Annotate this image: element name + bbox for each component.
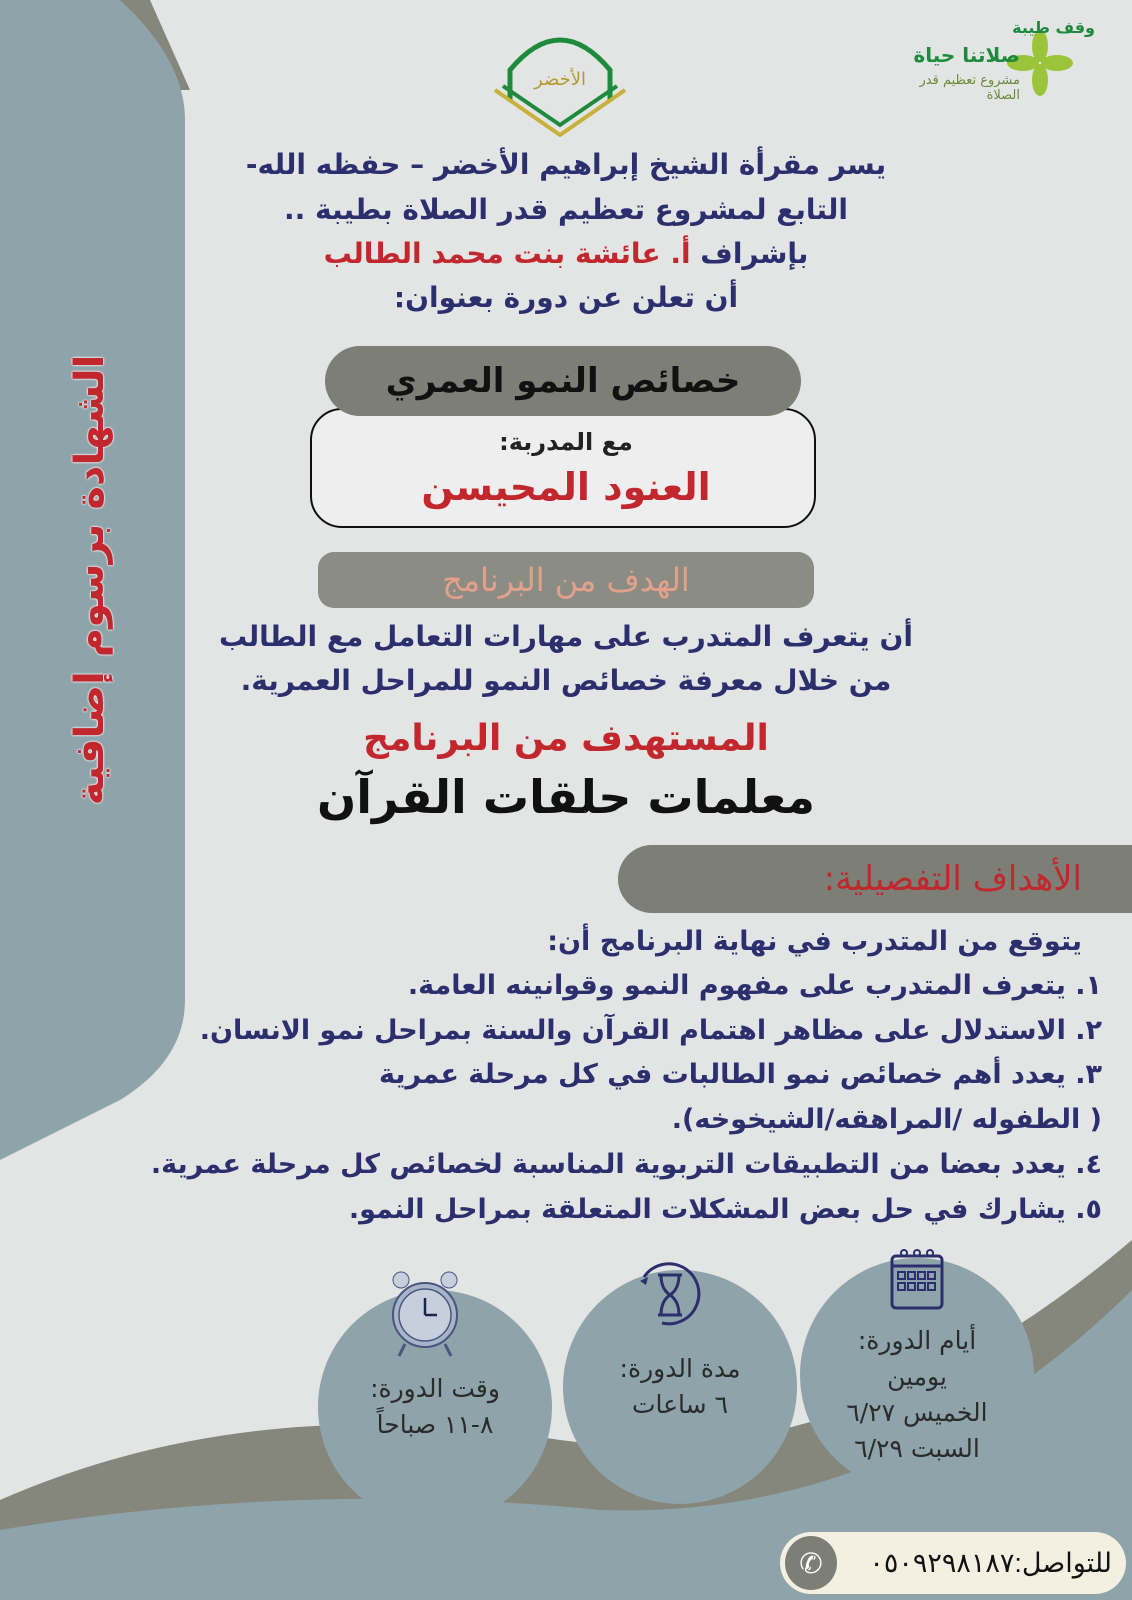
intro-line-3 bbox=[0, 237, 1132, 270]
time-value: ٨-١١ صباحاً bbox=[376, 1410, 494, 1439]
goal-line-1: أن يتعرف المتدرب على مهارات التعامل مع الطالب bbox=[219, 620, 913, 653]
objectives-heading: الأهداف التفصيلية: bbox=[618, 845, 1132, 913]
objectives-intro: يتوقع من المتدرب في نهاية البرنامج أن: bbox=[547, 926, 1082, 957]
time-label: وقت الدورة: bbox=[370, 1374, 500, 1403]
trainer-label: مع المدربة: bbox=[499, 428, 633, 456]
course-title: خصائص النمو العمري bbox=[325, 346, 801, 416]
intro-line-4: أن تعلن عن دورة بعنوان: bbox=[393, 281, 739, 314]
logo-salatuna bbox=[885, 18, 1095, 103]
supervision-prefix: بإشراف bbox=[700, 237, 809, 270]
day-1: الخميس ٦/٢٧ bbox=[846, 1398, 988, 1427]
duration-value: ٦ ساعات bbox=[631, 1390, 729, 1419]
objective-item: ( الطفوله /المراهقه/الشيخوخه). bbox=[671, 1104, 1102, 1135]
phone-icon: ✆ bbox=[785, 1536, 837, 1590]
goal-line-2: من خلال معرفة خصائص النمو للمراحل العمرية. bbox=[240, 664, 892, 697]
audience-value: معلمات حلقات القرآن bbox=[317, 770, 815, 824]
intro-line-1: يسر مقرأة الشيخ إبراهيم الأخضر – حفظه الله- bbox=[245, 148, 887, 181]
trainer-name: العنود المحيسن bbox=[421, 465, 711, 509]
side-banner: الشهادة برسوم إضافية bbox=[67, 354, 113, 806]
duration-label: مدة الدورة: bbox=[619, 1354, 741, 1383]
goal-heading: الهدف من البرنامج bbox=[318, 552, 814, 608]
objective-item: ٥. يشارك في حل بعض المشكلات المتعلقة بمراحل النمو. bbox=[348, 1194, 1102, 1225]
objective-item: ٤. يعدد بعضا من التطبيقات التربوية المناسبة لخصائص كل مرحلة عمرية. bbox=[150, 1149, 1102, 1180]
logo-maqraa bbox=[485, 20, 635, 145]
intro-line-2: التابع لمشروع تعظيم قدر الصلاة بطيبة .. bbox=[284, 193, 848, 226]
supervisor-name: أ. عائشة بنت محمد الطالب bbox=[323, 237, 691, 270]
alarm-clock-icon bbox=[385, 1268, 465, 1358]
objective-item: ٣. يعدد أهم خصائص نمو الطالبات في كل مرحلة عمرية bbox=[379, 1059, 1102, 1090]
day-2: السبت ٦/٢٩ bbox=[854, 1434, 980, 1463]
days-count: يومين bbox=[887, 1362, 947, 1391]
logo-sub-text: مشروع تعظيم قدر الصلاة bbox=[919, 73, 1020, 103]
objective-item: ٢. الاستدلال على مظاهر اهتمام القرآن والسنة بمراحل نمو الانسان. bbox=[199, 1015, 1102, 1046]
calendar-icon bbox=[888, 1248, 948, 1313]
days-label: أيام الدورة: bbox=[857, 1326, 977, 1355]
logo-badge-text: وقف طيبة bbox=[1012, 18, 1095, 37]
audience-heading: المستهدف من البرنامج bbox=[363, 718, 769, 759]
objective-item: ١. يتعرف المتدرب على مفهوم النمو وقوانينه العامة. bbox=[407, 970, 1102, 1001]
contact-text[interactable]: للتواصل:٠٥٠٩٢٩٨١٨٧ bbox=[869, 1547, 1112, 1578]
hourglass-icon bbox=[632, 1257, 707, 1332]
svg-text:الأخضر: الأخضر bbox=[534, 69, 586, 90]
logo-main-text: صلاتنا حياة bbox=[913, 43, 1020, 67]
